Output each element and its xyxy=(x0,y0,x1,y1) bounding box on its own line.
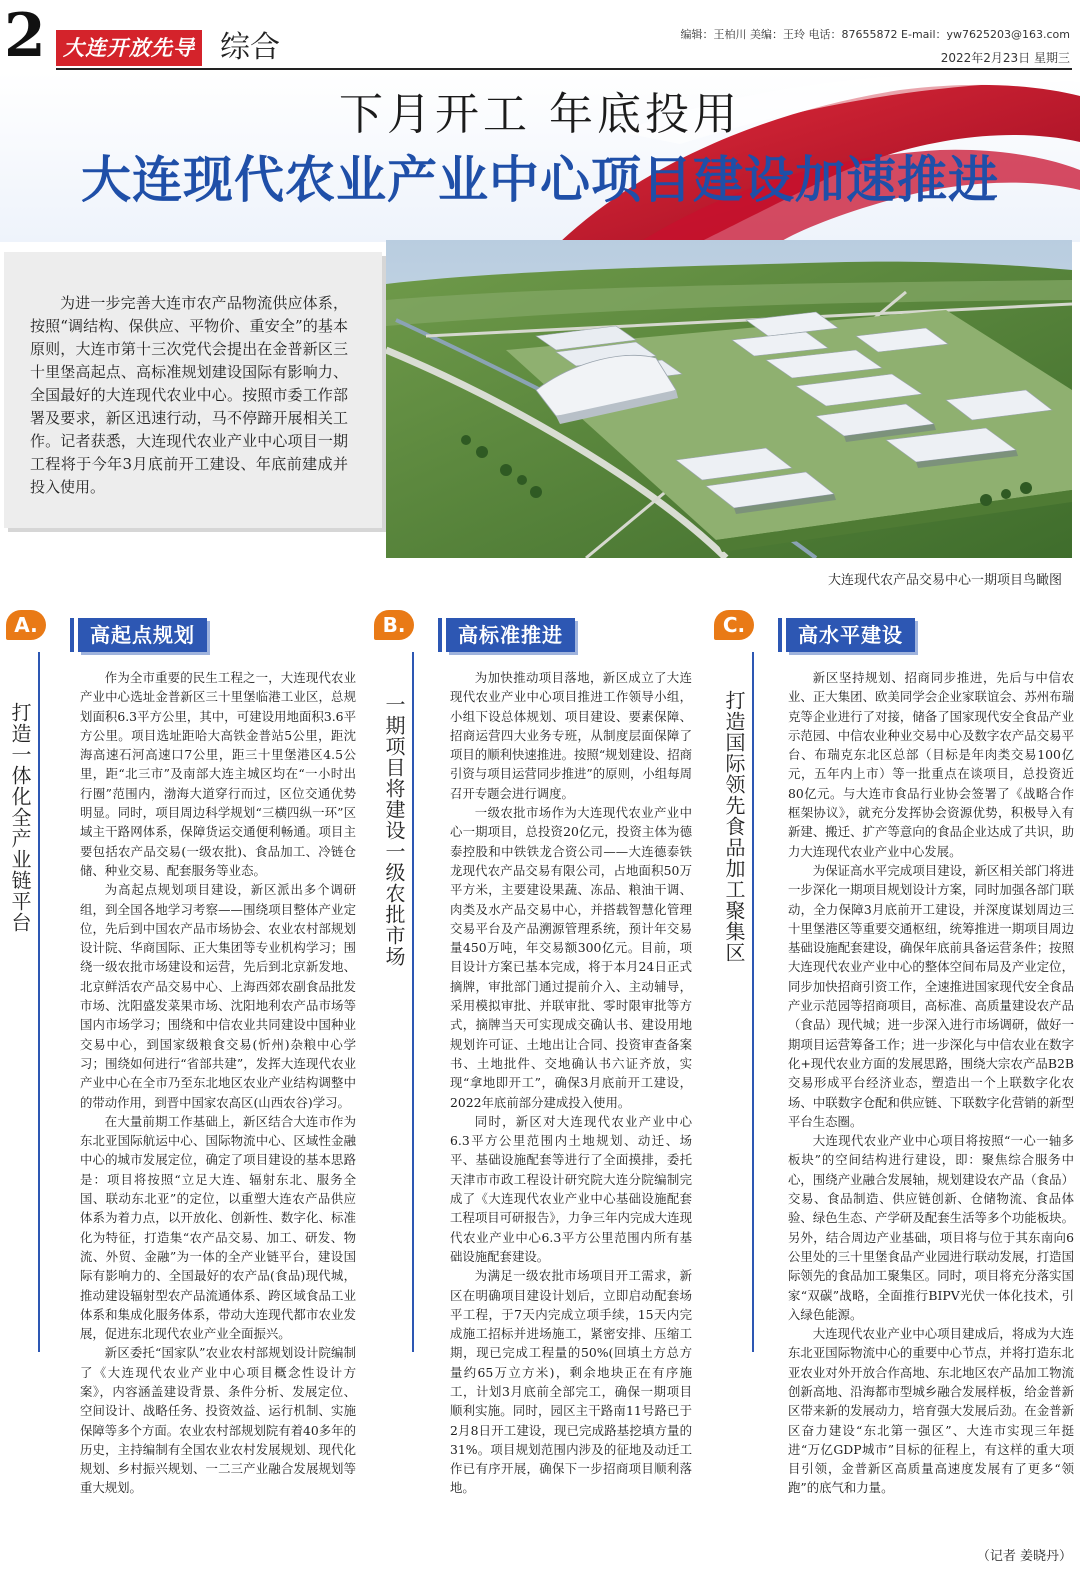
aerial-rendering-image xyxy=(386,240,1072,558)
section-a-paragraph: 新区委托“国家队”农业农村部规划设计院编制了《大连现代农业产业中心项目概念性设计方案》，内容涵盖建设背景、条件分析、发展定位、空间设计、战略任务、投资效益、运行机制、实施保障等多个方面。农业农村部规划院有着40多年的历史，主持编制有全国农业农村发展规划、现代化规划、乡村振兴规划、一二三产业融合发展规划等重大规划。 xyxy=(80,1345,356,1496)
section-c-subhead: 打造国际领先食品加工聚集区 xyxy=(722,690,746,963)
section-a-paragraph: 作为全市重要的民生工程之一，大连现代农业产业中心选址金普新区三十里堡临港工业区，总规划面积6.3平方公里，其中，可建设用地面积3.6平方公里。项目选址距哈大高铁金普站5公里，距沈海高速石河高速口7公里，距三十里堡港区4.5公里，距“北三市”及南部大连主城区均在“一小时出行圈”范围内，渤海大道穿行而过，区位交通优势明显。同时，项目周边科学规划“三横四纵一环”区域主干路网体系，保障货运交通便利畅通。项目主要包括农产品交易(一级农批)、食品加工、冷链仓储、种业交易、配套服务等业态。 xyxy=(80,670,356,878)
newspaper-logo: 大连开放先导 xyxy=(56,30,202,66)
section-b-paragraph: 为加快推动项目落地，新区成立了大连现代农业产业中心项目推进工作领导小组，小组下设总体规划、项目建设、要素保障、招商运营四大业务专班，从制度层面保障了项目的顺利快速推进。按照“规划建设、招商引资与项目运营同步推进”的原则，小组每周召开专题会进行调度。 xyxy=(450,670,692,801)
section-a-rule xyxy=(38,652,40,1352)
section-c-paragraph: 新区坚持规划、招商同步推进，先后与中信农业、正大集团、欧美同学会企业家联谊会、苏州布瑞克等企业进行了对接，储备了国家现代安全食品产业示范园、中信农业种业交易中心及数字农产品交易平台、布瑞克东北区总部（目标是年肉类交易100亿元，五年内上市）等一批重点在谈项目，总投资近80亿元。与大连市食品行业协会签署了《战略合作框架协议》，就充分发挥协会资源优势，积极导入有新建、搬迁、扩产等意向的食品企业达成了共识，助力大连现代农业产业中心发展。 xyxy=(788,670,1074,859)
photo-caption: 大连现代农产品交易中心一期项目鸟瞰图 xyxy=(827,573,1062,588)
section-c-letter-badge: C. xyxy=(714,610,754,640)
section-a-title: 高起点规划 xyxy=(78,618,207,652)
reporter-byline: （记者 姜晓丹） xyxy=(973,1548,1072,1566)
section-c-body xyxy=(788,668,1074,1564)
section-a-letter-badge: A. xyxy=(6,610,46,640)
editor-info: 编辑：王柏川 美编：王玲 电话：87655872 E-mail：yw7625203@163.com xyxy=(680,28,1070,41)
section-b-body xyxy=(450,668,692,1564)
section-b-paragraph: 为满足一级农批市场项目开工需求，新区在明确项目建设计划后，立即启动配套场平工程，于7天内完成立项手续，15天内完成施工招标并进场施工，紧密安排、压缩工期，现已完成工程量的50%(回填土方总方量约65万立方米)，剩余地块正在有序施工，计划3月底前全部完工，确保一期项目顺利实施。同时，园区主干路南11号路已于2月8日开工建设，现已完成路基挖填方量的31%。项目规划范围内涉及的征地及动迁工作已有序开展，确保下一步招商项目顺利落地。 xyxy=(450,1268,692,1496)
section-a-subhead: 打造一体化全产业链平台 xyxy=(8,702,32,933)
headline-kicker: 下月开工 年底投用 xyxy=(339,89,741,140)
section-b-title: 高标准推进 xyxy=(446,618,575,652)
section-b-paragraph: 一级农批市场作为大连现代农业产业中心一期项目，总投资20亿元，投资主体为德泰控股和中铁铁龙合资公司——大连德泰铁龙现代农产品交易有限公司，占地面积50万平方米，主要建设果蔬、冻品、粮油干调、肉类及水产品交易中心，并搭载智慧化管理交易平台及产品溯源管理系统，预计年交易量450万吨，年交易额300亿元。目前，项目设计方案已基本完成，将于本月24日正式摘牌，审批部门通过提前介入、主动辅导，采用模拟审批、并联审批、零时限审批等方式，摘牌当天可实现成交确认书、建设用地规划许可证、土地出让合同、投资审查备案书、土地批件、交地确认书六证齐放，实现“拿地即开工”，确保3月底前开工建设，2022年底前部分建成投入使用。 xyxy=(450,805,692,1110)
section-b-head xyxy=(374,610,584,650)
section-b-subhead: 一期项目将建设一级农批市场 xyxy=(382,694,406,967)
section-c-paragraph: 大连现代农业产业中心项目建成后，将成为大连东北亚国际物流中心的重要中心节点，并将打造东北亚农业对外开放合作高地、东北地区农产品加工物流创新高地、沿海都市型城乡融合发展样板，给金普新区带来新的发展动力，培育强大发展后劲。在金普新区奋力建设“东北第一强区”、大连市实现三年挺进“万亿GDP城市”目标的征程上，有这样的重大项目引领，金普新区高质量高速度发展有了更多“领跑”的底气和力量。 xyxy=(788,1326,1074,1496)
headline-title: 大连现代农业产业中心项目建设加速推进 xyxy=(81,151,999,209)
section-a-head xyxy=(6,610,216,650)
section-b-rule xyxy=(412,652,414,1352)
lead-paragraph: 为进一步完善大连市农产品物流供应体系，按照“调结构、保供应、平物价、重安全”的基本原则，大连市第十三次党代会提出在金普新区三十里堡高起点、高标准规划建设国际有影响力、全国最好的大连现代农业中心。按照市委工作部署及要求，新区迅速行动，马不停蹄开展相关工作。记者获悉，大连现代农业产业中心项目一期工程将于今年3月底前开工建设、年底前建成并投入使用。 xyxy=(30,294,348,496)
section-c-paragraph: 为保证高水平完成项目建设，新区相关部门将进一步深化一期项目规划设计方案，同时加强各部门联动，全力保障3月底前开工建设，并深度谋划周边三十里堡港区等重要交通枢纽，统筹推进一期项目周边基础设施配套建设，确保年底前具备运营条件；按照大连现代农业产业中心的整体空间布局及产业定位，同步加快招商引资工作，全速推进国家现代安全食品产业示范园等招商项目，高标准、高质量建设农产品（食品）现代城；进一步深入进行市场调研，做好一期项目运营筹备工作；进一步深化与中信农业在数字化+现代农业方面的发展思路，围绕大宗农产品B2B交易形成平台经济业态，塑造出一个上联数字化农场、中联数字仓配和供应链、下联数字化营销的新型平台生态圈。 xyxy=(788,862,1074,1129)
issue-date: 2022年2月23日 星期三 xyxy=(940,51,1070,65)
masthead-rule xyxy=(56,68,1072,70)
section-a-body xyxy=(80,668,356,1564)
section-b-paragraph: 同时，新区对大连现代农业产业中心6.3平方公里范围内土地规划、动迁、场平、基础设施配套等进行了全面摸排，委托天津市市政工程设计研究院大连分院编制完成了《大连现代农业产业中心基础设施配套工程项目可研报告》，力争三年内完成大连现代农业产业中心6.3平方公里范围内所有基础设施配套建设。 xyxy=(450,1113,692,1264)
section-a-paragraph: 在大量前期工作基础上，新区结合大连市作为东北亚国际航运中心、国际物流中心、区域性金融中心的城市发展定位，确定了项目建设的基本思路是：项目将按照“立足大连、辐射东北、服务全国、联动东北亚”的定位，以重塑大连农产品供应体系为着力点，以开放化、创新性、数字化、标准化为特征，打造集“农产品交易、加工、研发、物流、外贸、金融”为一体的全产业链平台，建设国际有影响力的、全国最好的农产品(食品)现代城，推动建设辐射型农产品流通体系、跨区域食品工业体系和集成化服务体系，带动大连现代都市农业发展，促进东北现代农业产业全面振兴。 xyxy=(80,1113,356,1342)
section-c-title: 高水平建设 xyxy=(786,618,915,652)
section-a-paragraph: 为高起点规划项目建设，新区派出多个调研组，到全国各地学习考察——围绕项目整体产业定位，先后到中国农产品市场协会、农业农村部规划设计院、华商国际、正大集团等专业机构学习；围绕一级农批市场建设和运营，先后到北京新发地、北京鲜活农产品交易中心、上海西郊农副食品批发市场、沈阳盛发菜果市场、沈阳地利农产品市场等国内市场学习；围绕和中信农业共同建设中国种业交易中心，到国家级粮食交易(忻州)杂粮中心学习；围绕如何进行“省部共建”，发挥大连现代农业产业中心在全市乃至东北地区农业产业结构调整中的带动作用，到晋中国家农高区(山西农谷)学习。 xyxy=(80,882,356,1110)
page-number: 2 xyxy=(4,1,46,71)
section-b-letter-badge: B. xyxy=(374,610,414,640)
section-c-paragraph: 大连现代农业产业中心项目将按照“一心一轴多板块”的空间结构进行建设，即：聚焦综合服务中心，围绕产业融合发展轴，规划建设农产品（食品）交易、食品制造、供应链创新、仓储物流、食品体验、绿色生态、产学研及配套生活等多个功能板块。另外，结合周边产业基础，项目将与位于其东南向6公里处的三十里堡食品产业园进行联动发展，打造国际领先的食品加工聚集区。同时，项目将充分落实国家“双碳”战略，全面推行BIPV光伏一体化技术，引入绿色能源。 xyxy=(788,1133,1074,1322)
section-c-rule xyxy=(752,652,754,1352)
section-c-head xyxy=(714,610,924,650)
section-name: 综合 xyxy=(220,30,280,65)
